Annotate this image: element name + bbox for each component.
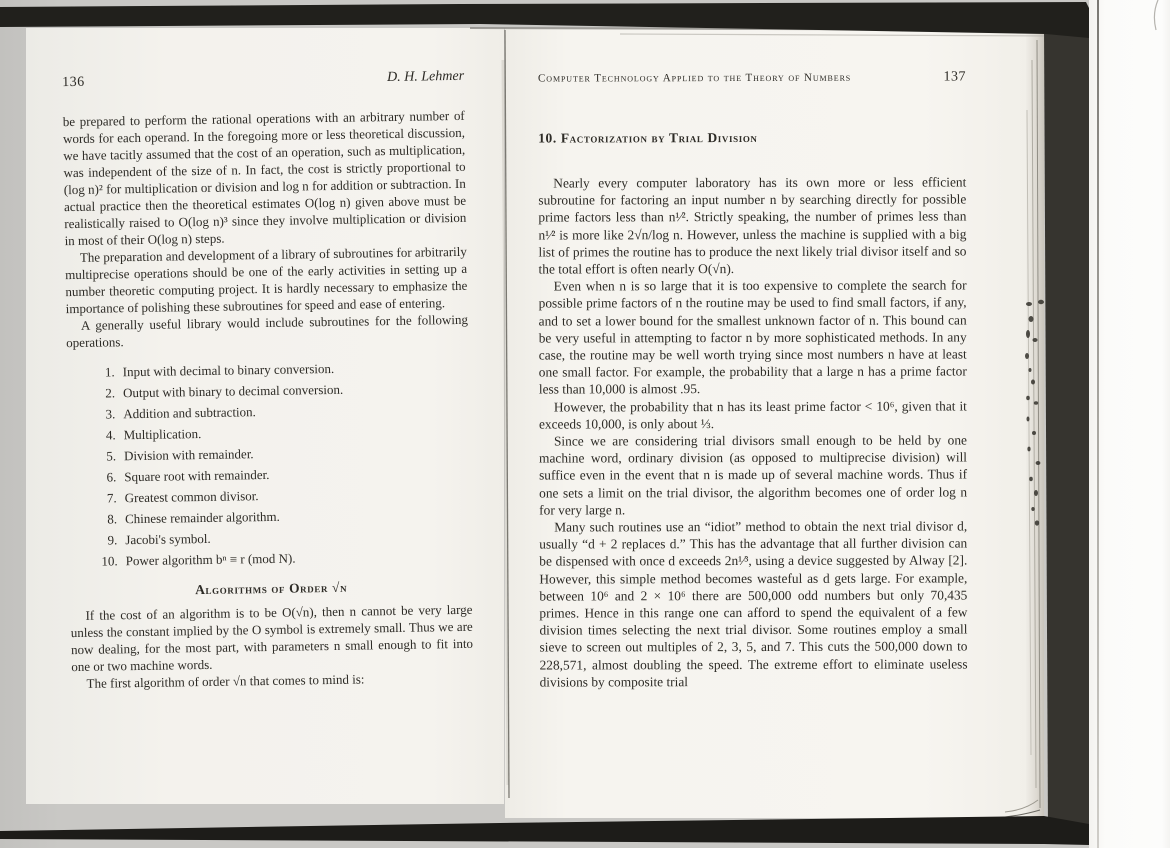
right-page-number: 137 [943,69,967,85]
list-item-text: Output with binary to decimal conversion. [122,381,344,401]
list-item-number: 2. [105,385,116,401]
list-item-text: Greatest common divisor. [124,488,259,506]
paragraph: Since we are considering trial divisors small enough to be held by one machine word, ordinary division (as opposed to multiprecise division) will suffice even in the event that n is made up of several machine words. Thus if one sets a limit on the trial divisor, the algorithm becomes one of order log n for very large n. [538,432,968,518]
paragraph: However, the probability that n has its least prime factor < 10⁶, given that it exceeds 10,000, is only about ⅓. [538,398,967,432]
list-item-text: Division with remainder. [123,446,254,464]
page-stack-edge [1026,30,1044,818]
right-page-text [538,69,968,690]
paragraph: A generally useful library would include subroutines for the following operations. [66,311,469,351]
list-item-text: Square root with remainder. [124,466,270,485]
list-item-number: 4. [105,427,116,443]
section-heading-factorization: 10. Factorization by Trial Division [538,129,758,146]
list-item-number: 7. [106,490,117,506]
scan-margin-right [1089,0,1170,848]
paragraph: Nearly every computer laboratory has its own more or less efficient subroutine for factoring an input number n by searching directly for possible prime factors less than n¹⁄². Strictly speaking, the number of primes less than n¹⁄² is more like 2√n/log n. However, unless the machine is supplied with a big list of primes the routine has to produce the next likely trial divisor itself and so the total effort is often nearly O(√n). [538,174,967,277]
right-running-head [538,69,966,86]
list-item-number: 6. [106,469,117,485]
paragraph: Many such routines use an “idiot” method to obtain the next trial divisor d, usually “d + 2 replaces d.” This has the advantage that all further division can be dispensed with once d exceeds 2n¹⁄³, using a device suggested by Alway [2]. However, this simple method becomes wasteful as d gets large. For example, between 10⁶ and 2 × 10⁶ there are 500,000 odd numbers but only 70,435 primes. Hence in this range one can afford to spend the equivalent of a few division times selecting the next trial divisor. Some routines employ a small sieve to screen out multiples of 2, 3, 5, and 7. This cuts the 500,000 down to 228,571, almost doubling the speed. The extreme effort to eliminate useless divisions by composite trial [539,518,968,690]
list-item-number: 5. [106,448,117,464]
list-item-text: Jacobi's symbol. [125,530,211,548]
list-item-text: Input with decimal to binary conversion. [122,360,335,380]
paragraph: Even when n is so large that it is too expensive to complete the search for possible prime factors of n the routine may be used to find small factors, if any, and to set a lower bound for the smallest unknown factor of n. This bound can be very useful in attempting to factor n by more sophisticated methods. In any case, the routine may be well worth trying since most numbers n have at least one small factor. For example, the probability that a large n has a prime factor less than 10,000 is almost .95. [538,277,967,397]
paragraph: If the cost of an algorithm is to be O(√n), then n cannot be very large unless the constant implied by the O symbol is extremely small. Thus we are now dealing, for the most part, with parameters n small enough to fit into one or two machine words. [70,601,474,675]
right-running-head-title: Computer Technology Applied to the Theory of Numbers [538,71,852,85]
list-item-number: 8. [107,511,118,527]
list-item-number: 9. [107,532,118,548]
list-item-text: Power algorithm bⁿ ≡ r (mod N). [125,550,296,569]
bottom-scan-border [0,816,1089,845]
left-running-head-author: D. H. Lehmer [386,68,465,86]
book-edge-strip [1044,8,1089,842]
section-heading-algorithms: Algorithms of Order √n [195,579,348,598]
list-item-text: Multiplication. [123,426,202,443]
operations-list [67,356,472,572]
left-page-number: 136 [62,74,85,91]
paragraph: The preparation and development of a library of subroutines for arbitrarily multiprecise operations should be one of the early activities in setting up a number theoretic computing project. It is hardly necessary to emphasize the importance of polishing these subroutines for speed and ease of entering. [65,243,468,317]
list-item-number: 3. [105,406,116,422]
list-item-number: 10. [101,553,118,569]
paragraph: The first algorithm of order √n that comes to mind is: [86,671,365,691]
list-item-text: Addition and subtraction. [123,404,256,422]
left-page-text [62,69,474,692]
paragraph: be prepared to perform the rational operations with an arbitrary number of words for each operand. In the foregoing more or less theoretical discussion, we have tacitly assumed that the cost of an operation, such as multiplication, was independent of the size of n. In fact, the cost is strictly proportional to (log n)² for multiplication or division and log n for addition or subtraction. In actual practice then the theoretical estimates O(log n) given above must be realistically raised to O(log n)³ since they involve multiplication or division in most of their O(log n) steps. [62,107,467,249]
list-item-number: 1. [104,364,115,380]
list-item-text: Chinese remainder algorithm. [124,508,280,527]
